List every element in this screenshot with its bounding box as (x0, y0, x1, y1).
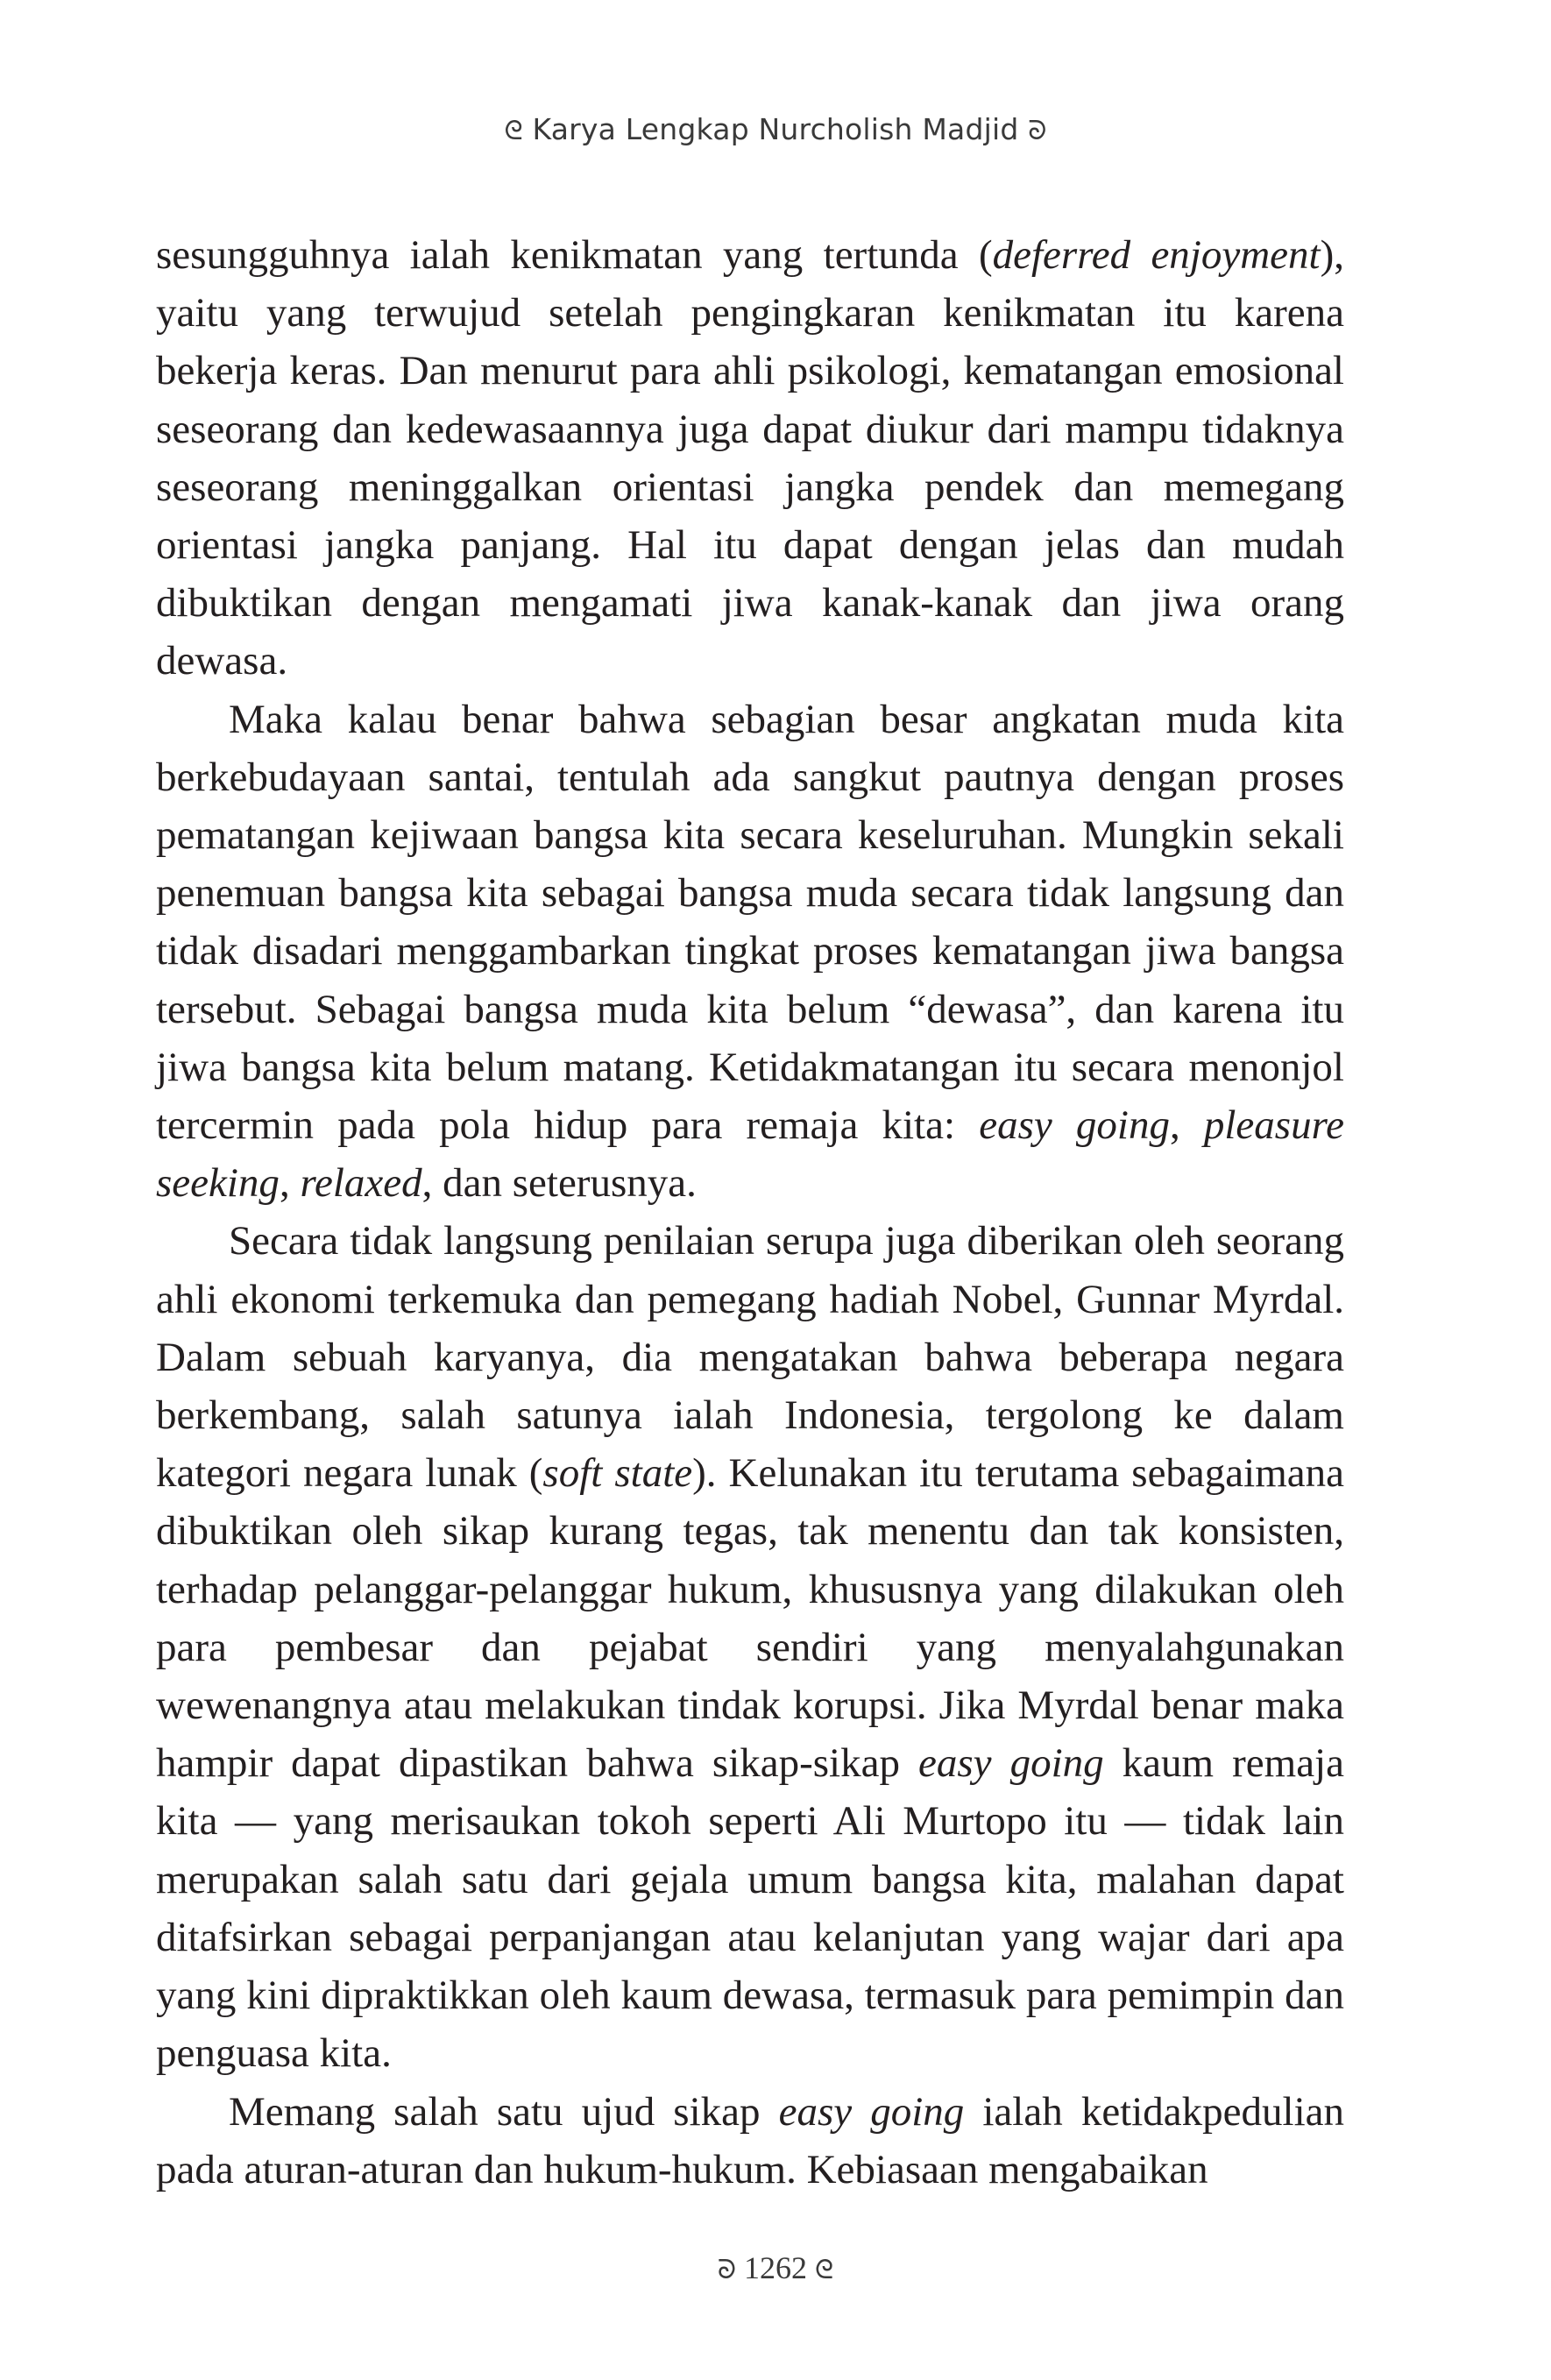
text-run: ), yaitu yang terwujud setelah pengingkaran kenikmatan itu karena bekerja keras. Dan menurut para ahli psikologi, kematangan emosional seseorang dan kedewasaannya juga dapat diukur dari mampu tidaknya seseorang meninggalkan orientasi jangka pendek dan memegang orientasi jangka panjang. Hal itu dapat dengan jelas dan mudah dibuktikan dengan mengamati jiwa kanak-kanak dan jiwa orang dewasa. (156, 232, 1344, 684)
ornament-left-icon: ᘓ (504, 116, 523, 146)
header-title: Karya Lengkap Nurcholish Madjid (532, 112, 1019, 146)
paragraph (156, 226, 1344, 691)
italic-term: relaxed (300, 1160, 422, 1207)
footer-ornament-left-icon: ᘐ (717, 2255, 736, 2285)
italic-term: soft state (542, 1450, 693, 1497)
italic-term: easy going (778, 2088, 965, 2135)
text-run: ialah ketidakpedulian pada aturan-aturan dan hukum-hukum. Kebiasaan mengabaikan (156, 2088, 1344, 2192)
paragraph (156, 2083, 1344, 2199)
italic-term: easy going (918, 1740, 1104, 1787)
text-run: , (279, 1160, 301, 1207)
text-run: , (1169, 1102, 1204, 1149)
running-header (0, 112, 1551, 146)
text-run: kaum remaja kita — yang merisaukan tokoh seperti Ali Murtopo itu — tidak lain merupakan salah satu dari gejala umum bangsa kita, malahan dapat ditafsirkan sebagai perpanjangan atau kelanjutan yang wajar dari apa yang kini dipraktikkan oleh kaum dewasa, termasuk para pemimpin dan penguasa kita. (156, 1740, 1344, 2077)
italic-term: pleasure seeking (156, 1102, 1344, 1207)
ornament-right-icon: ᘐ (1028, 116, 1047, 146)
text-run: sesungguhnya ialah kenikmatan yang tertunda ( (156, 232, 993, 278)
italic-term: deferred enjoyment (992, 232, 1321, 278)
text-run: Maka kalau benar bahwa sebagian besar angkatan muda kita berkebudayaan santai, tentulah ada sangkut pautnya dengan proses pematangan kejiwaan bangsa kita secara keseluruhan. Mungkin sekali penemuan bangsa kita sebagai bangsa muda secara tidak langsung dan tidak disadari menggambarkan tingkat proses kematangan jiwa bangsa tersebut. Sebagai bangsa muda kita belum “dewasa”, dan karena itu jiwa bangsa kita belum matang. Ketidakmatangan itu secara menonjol tercermin pada pola hidup para remaja kita: (156, 696, 1344, 1149)
text-run: , dan seterusnya. (421, 1160, 697, 1207)
italic-term: easy going (979, 1102, 1170, 1149)
paragraph (156, 691, 1344, 1213)
footer-ornament-right-icon: ᘓ (815, 2255, 834, 2285)
page-number: 1262 (744, 2250, 807, 2285)
page-footer (0, 2249, 1551, 2286)
paragraph (156, 1212, 1344, 2082)
body-text (156, 226, 1344, 2199)
text-run: ). Kelunakan itu terutama sebagaimana dibuktikan oleh sikap kurang tegas, tak menentu dan tak konsisten, terhadap pelanggar-pelanggar hukum, khususnya yang dilakukan oleh para pembesar dan pejabat sendiri yang menyalahgunakan wewenangnya atau melakukan tindak korupsi. Jika Myrdal benar maka hampir dapat dipastikan bahwa sikap-sikap (156, 1450, 1344, 1787)
text-run: Memang salah satu ujud sikap (229, 2088, 779, 2135)
text-run: Secara tidak langsung penilaian serupa juga diberikan oleh seorang ahli ekonomi terkemuka dan pemegang hadiah Nobel, Gunnar Myrdal. Dalam sebuah karyanya, dia mengatakan bahwa beberapa negara berkembang, salah satunya ialah Indonesia, tergolong ke dalam kategori negara lunak ( (156, 1218, 1344, 1497)
